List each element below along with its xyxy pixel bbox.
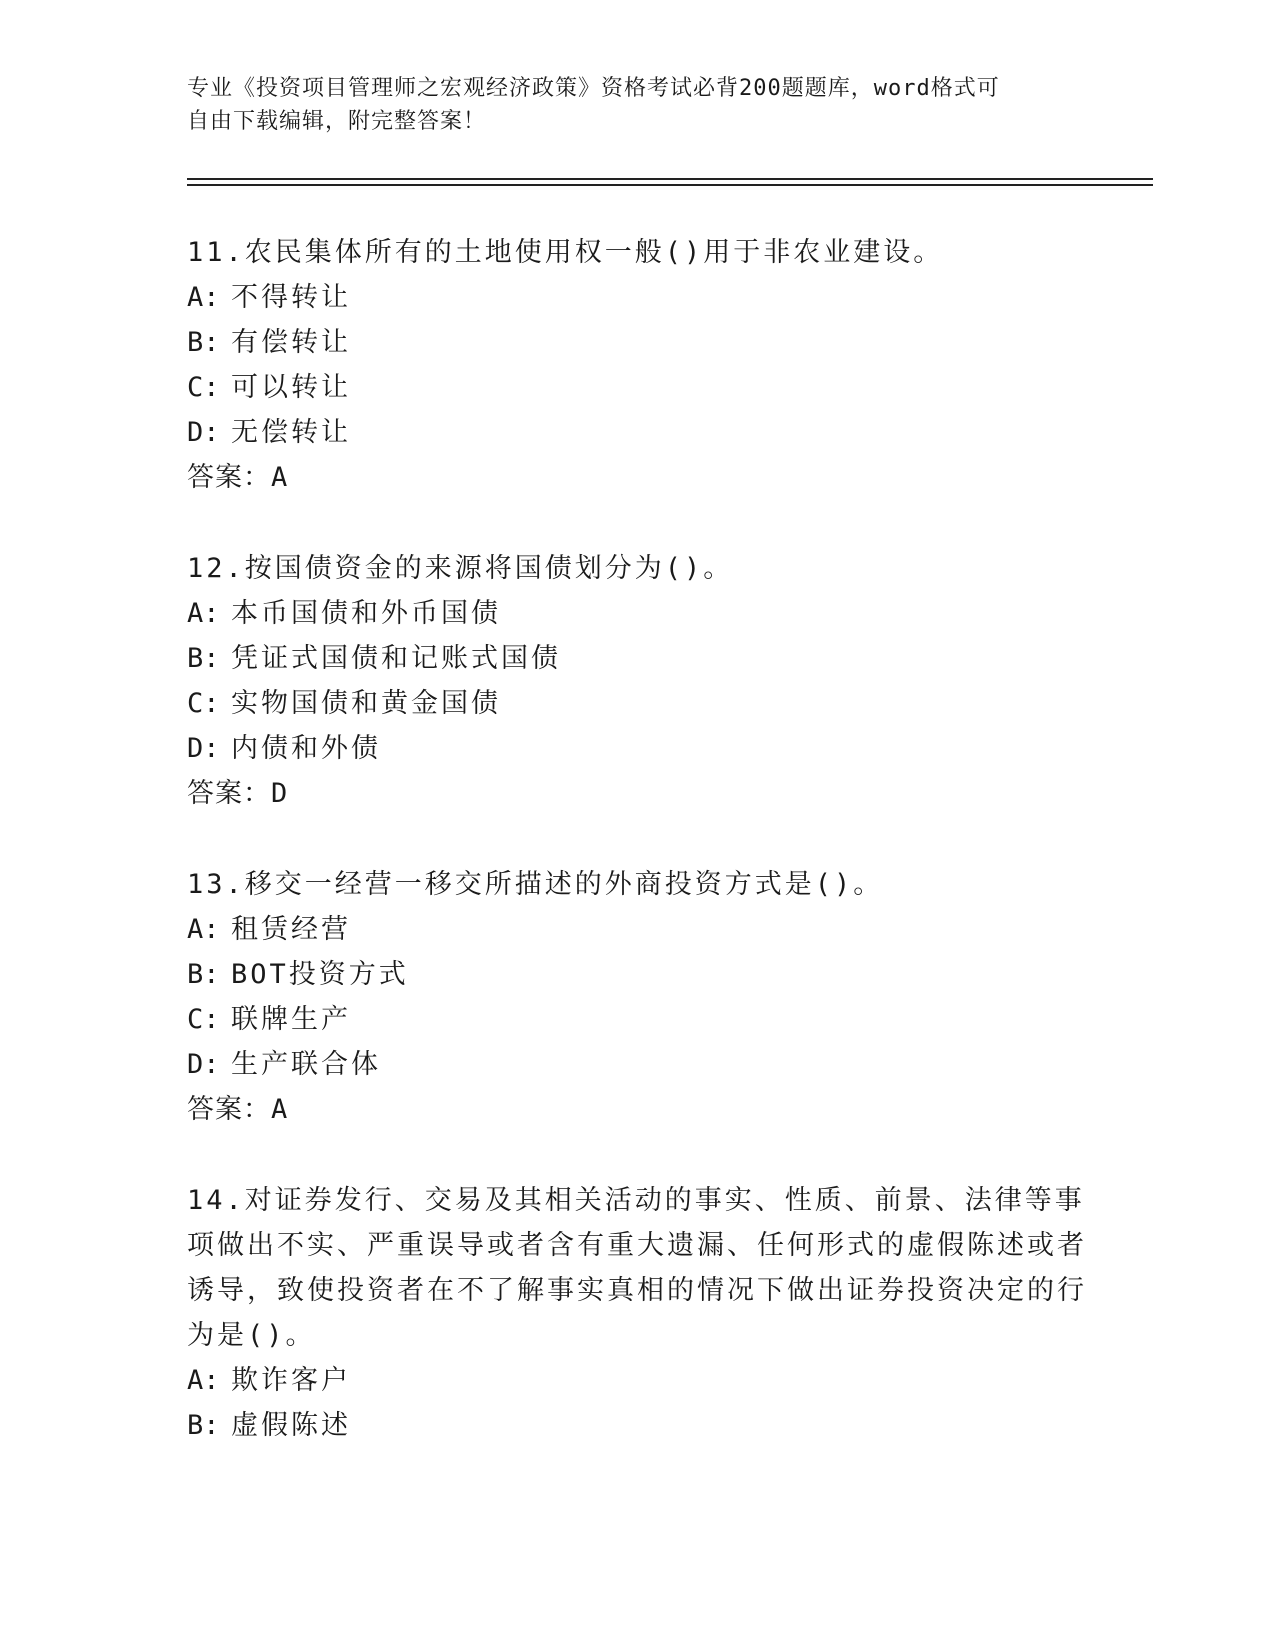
option-letter: D:	[187, 733, 220, 764]
answer-label: 答案：	[187, 778, 271, 809]
answer-line	[187, 1087, 1087, 1132]
option-text: BOT投资方式	[231, 959, 409, 990]
question-text: 12.按国债资金的来源将国债划分为()。	[187, 553, 734, 584]
option-text: 生产联合体	[231, 1049, 381, 1080]
option-letter: B:	[187, 959, 220, 990]
option-text: 不得转让	[231, 282, 351, 313]
option-c	[187, 997, 1087, 1042]
option-letter: B:	[187, 327, 220, 358]
option-a	[187, 591, 1087, 636]
option-text: 本币国债和外币国债	[231, 598, 501, 629]
option-text: 无偿转让	[231, 417, 351, 448]
option-text: 租赁经营	[231, 914, 351, 945]
question-11	[187, 230, 1087, 500]
option-b	[187, 636, 1087, 681]
option-a	[187, 1358, 1087, 1403]
option-text: 欺诈客户	[231, 1365, 351, 1396]
option-letter: A:	[187, 914, 220, 945]
option-text: 虚假陈述	[231, 1410, 351, 1441]
option-letter: D:	[187, 1049, 220, 1080]
option-text: 内债和外债	[231, 733, 381, 764]
option-letter: B:	[187, 643, 220, 674]
question-list	[187, 230, 1087, 1494]
option-text: 可以转让	[231, 372, 351, 403]
option-a	[187, 907, 1087, 952]
option-text: 有偿转让	[231, 327, 351, 358]
answer-line	[187, 455, 1087, 500]
question-text: 14.对证券发行、交易及其相关活动的事实、性质、前景、法律等事项做出不实、严重误导或者含有重大遗漏、任何形式的虚假陈述或者诱导，致使投资者在不了解事实真相的情况下做出证券投资决定的行为是()。	[187, 1185, 1087, 1351]
option-letter: A:	[187, 1365, 220, 1396]
answer-line	[187, 771, 1087, 816]
document-header	[187, 72, 1067, 138]
question-14	[187, 1178, 1087, 1448]
header-divider-top	[187, 178, 1153, 180]
header-line-2: 自由下载编辑，附完整答案！	[187, 109, 487, 134]
answer-value: D	[271, 778, 289, 809]
header-line-1: 专业《投资项目管理师之宏观经济政策》资格考试必背200题题库，word格式可	[187, 76, 1000, 101]
header-divider-bottom	[187, 184, 1153, 186]
option-text: 联牌生产	[231, 1004, 351, 1035]
option-letter: C:	[187, 372, 220, 403]
question-12	[187, 546, 1087, 816]
answer-value: A	[271, 462, 289, 493]
option-b	[187, 952, 1087, 997]
option-letter: D:	[187, 417, 220, 448]
option-b	[187, 1403, 1087, 1448]
option-text: 实物国债和黄金国债	[231, 688, 501, 719]
option-letter: B:	[187, 1410, 220, 1441]
option-text: 凭证式国债和记账式国债	[231, 643, 561, 674]
option-c	[187, 365, 1087, 410]
question-text: 13.移交一经营一移交所描述的外商投资方式是()。	[187, 869, 884, 900]
option-letter: A:	[187, 282, 220, 313]
question-13	[187, 862, 1087, 1132]
option-a	[187, 275, 1087, 320]
answer-label: 答案：	[187, 462, 271, 493]
option-letter: C:	[187, 1004, 220, 1035]
option-d	[187, 410, 1087, 455]
option-d	[187, 726, 1087, 771]
option-letter: A:	[187, 598, 220, 629]
option-c	[187, 681, 1087, 726]
answer-value: A	[271, 1094, 289, 1125]
option-b	[187, 320, 1087, 365]
question-text: 11.农民集体所有的土地使用权一般()用于非农业建设。	[187, 237, 944, 268]
option-d	[187, 1042, 1087, 1087]
option-letter: C:	[187, 688, 220, 719]
answer-label: 答案：	[187, 1094, 271, 1125]
